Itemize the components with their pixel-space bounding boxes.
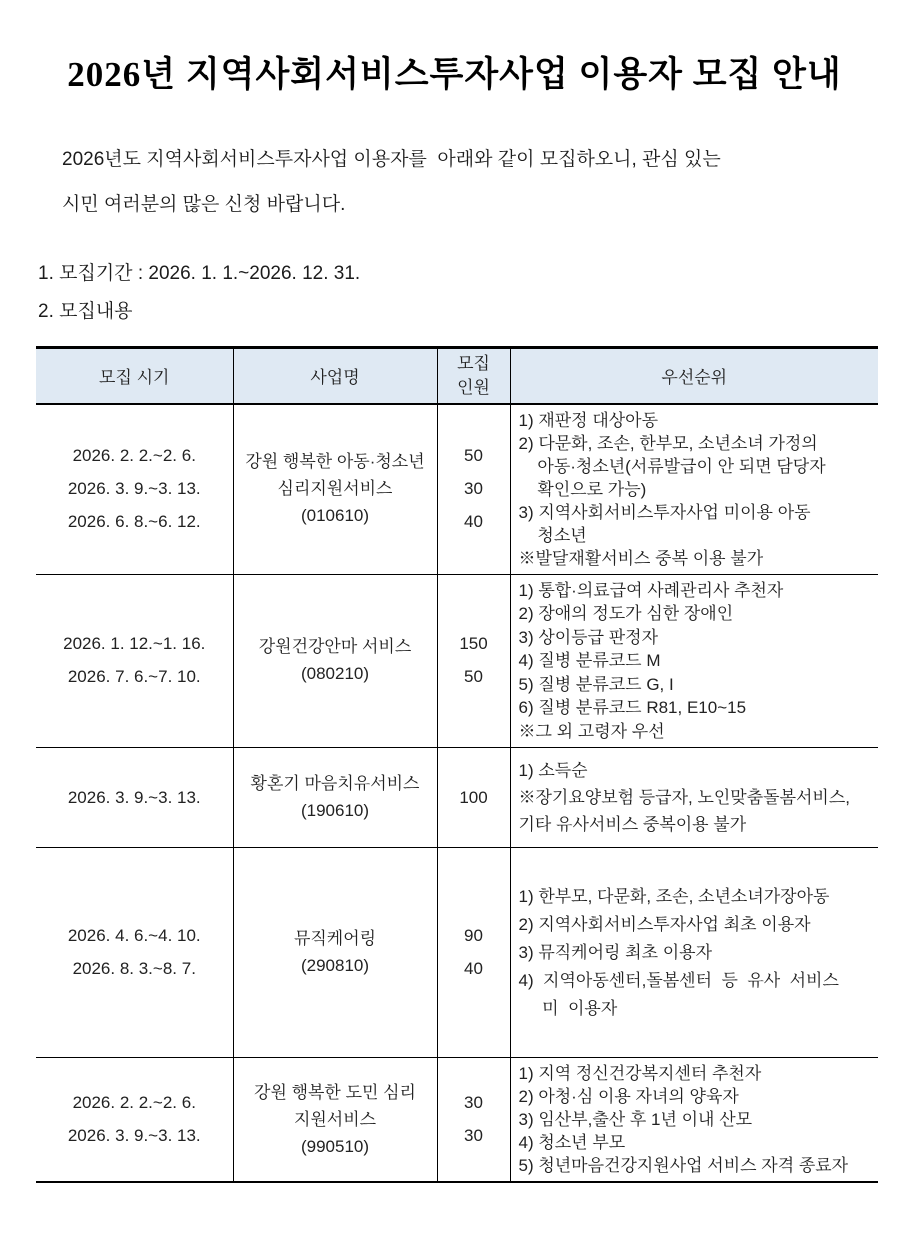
service-cell xyxy=(233,748,437,848)
col-header-capacity-line1: 모집 xyxy=(457,353,490,373)
service-name: 강원 행복한 아동·청소년 xyxy=(245,452,425,471)
priority-cell xyxy=(510,1058,878,1183)
intro-line-2: 시민 여러분의 많은 신청 바랍니다. xyxy=(62,194,346,215)
priority-line: 2) 장애의 정도가 심한 장애인 xyxy=(518,604,734,623)
table-row xyxy=(36,574,878,748)
period-cell xyxy=(36,748,233,848)
priority-line: 1) 한부모, 다문화, 조손, 소년소녀가장아동 xyxy=(518,886,830,906)
priority-line: 확인으로 가능) xyxy=(518,479,647,499)
section-list xyxy=(38,255,909,331)
period-text: 2026. 2. 2.~2. 6. xyxy=(72,446,196,465)
period-text: 2026. 4. 6.~4. 10. xyxy=(67,926,201,945)
service-code: (080210) xyxy=(300,664,370,684)
col-header-priority: 우선순위 xyxy=(510,348,878,404)
col-header-capacity-line2: 인원 xyxy=(457,377,490,397)
service-name: 강원건강안마 서비스 xyxy=(258,637,412,657)
priority-line: ※그 외 고령자 우선 xyxy=(518,721,665,741)
service-name: 뮤직케어링 xyxy=(293,929,377,948)
period-cell xyxy=(36,1058,233,1183)
service-code: (990510) xyxy=(300,1136,370,1156)
service-name: 심리지원서비스 xyxy=(277,479,393,498)
priority-cell xyxy=(510,848,878,1058)
capacity-cell xyxy=(437,574,510,748)
priority-line: 1) 통합·의료급여 사례관리사 추천자 xyxy=(518,580,784,600)
capacity-value: 30 xyxy=(464,1126,483,1145)
table-row xyxy=(36,1058,878,1183)
page-title: 2026년 지역사회서비스투자사업 이용자 모집 안내 xyxy=(67,55,842,94)
period-text: 2026. 3. 9.~3. 13. xyxy=(67,787,201,807)
priority-line: 2) 지역사회서비스투자사업 최초 이용자 xyxy=(518,914,811,934)
priority-cell xyxy=(510,748,878,848)
table-row xyxy=(36,748,878,848)
priority-line: 미 이용자 xyxy=(518,998,618,1018)
priority-line: 6) 질병 분류코드 R81, E10~15 xyxy=(518,698,747,717)
capacity-value: 150 xyxy=(459,634,488,654)
capacity-value: 30 xyxy=(464,479,483,498)
period-cell xyxy=(36,404,233,575)
service-cell xyxy=(233,574,437,748)
table-row xyxy=(36,848,878,1058)
priority-line: 4) 청소년 부모 xyxy=(518,1133,626,1152)
col-header-period: 모집 시기 xyxy=(36,348,233,404)
period-cell xyxy=(36,848,233,1058)
priority-line: 1) 재판정 대상아동 xyxy=(518,410,659,430)
service-cell xyxy=(233,1058,437,1183)
priority-line: 아동·청소년(서류발급이 안 되면 담당자 xyxy=(518,456,826,476)
intro-line-1: 2026년도 지역사회서비스투자사업 이용자를 아래와 같이 모집하오니, 관심 있는 xyxy=(62,149,721,170)
capacity-value: 50 xyxy=(464,446,483,465)
table-row xyxy=(36,404,878,575)
priority-line: 3) 임산부,출산 후 1년 이내 산모 xyxy=(518,1110,753,1129)
capacity-value: 90 xyxy=(464,926,483,945)
capacity-value: 40 xyxy=(464,512,483,531)
service-name: 황혼기 마음치유서비스 xyxy=(250,774,420,793)
priority-line: 2) 아청·심 이용 자녀의 양육자 xyxy=(518,1087,739,1106)
col-header-service: 사업명 xyxy=(233,348,437,404)
priority-cell xyxy=(510,574,878,748)
priority-line: 1) 소득순 xyxy=(518,761,588,780)
service-cell xyxy=(233,848,437,1058)
recruitment-table xyxy=(36,346,878,1183)
priority-line: ※장기요양보험 등급자, 노인맞춤돌봄서비스, xyxy=(518,788,850,807)
table-header-row xyxy=(36,348,878,404)
period-text: 2026. 1. 12.~1. 16. xyxy=(63,634,206,654)
priority-line: 3) 지역사회서비스투자사업 미이용 아동 xyxy=(518,502,811,522)
priority-line: 5) 질병 분류코드 G, I xyxy=(518,674,674,694)
intro-paragraph xyxy=(62,137,839,227)
service-cell xyxy=(233,404,437,575)
period-cell xyxy=(36,574,233,748)
service-code: (010610) xyxy=(300,506,370,525)
period-text: 2026. 2. 2.~2. 6. xyxy=(72,1093,196,1112)
service-code: (190610) xyxy=(300,801,370,820)
section-item-recruit-period: 1. 모집기간 : 2026. 1. 1.~2026. 12. 31. xyxy=(38,263,361,284)
capacity-cell xyxy=(437,748,510,848)
period-text: 2026. 3. 9.~3. 13. xyxy=(67,479,201,498)
period-text: 2026. 6. 8.~6. 12. xyxy=(67,512,201,531)
capacity-cell xyxy=(437,404,510,575)
service-name: 강원 행복한 도민 심리 xyxy=(254,1082,416,1102)
priority-line: 3) 뮤직케어링 최초 이용자 xyxy=(518,942,713,962)
capacity-value: 30 xyxy=(464,1093,483,1112)
section-item-recruit-content: 2. 모집내용 xyxy=(38,301,133,322)
capacity-cell xyxy=(437,848,510,1058)
capacity-value: 50 xyxy=(464,667,483,687)
capacity-value: 100 xyxy=(459,787,488,807)
priority-line: 4) 지역아동센터,돌봄센터 등 유사 서비스 xyxy=(518,970,839,990)
priority-line: 1) 지역 정신건강복지센터 추천자 xyxy=(518,1064,762,1083)
service-code: (290810) xyxy=(300,956,370,975)
document-page xyxy=(0,47,909,1244)
service-name: 지원서비스 xyxy=(293,1109,377,1129)
priority-line: 4) 질병 분류코드 M xyxy=(518,651,661,670)
capacity-cell xyxy=(437,1058,510,1183)
priority-line: 청소년 xyxy=(518,525,587,545)
priority-cell xyxy=(510,404,878,575)
period-text: 2026. 8. 3.~8. 7. xyxy=(72,959,196,978)
period-text: 2026. 7. 6.~7. 10. xyxy=(67,667,201,687)
priority-line: 5) 청년마음건강지원사업 서비스 자격 종료자 xyxy=(518,1156,849,1175)
period-text: 2026. 3. 9.~3. 13. xyxy=(67,1126,201,1145)
priority-line: ※발달재활서비스 중복 이용 불가 xyxy=(518,548,764,568)
priority-line: 3) 상이등급 판정자 xyxy=(518,627,659,647)
priority-line: 2) 다문화, 조손, 한부모, 소년소녀 가정의 xyxy=(518,433,818,453)
priority-line: 기타 유사서비스 중복이용 불가 xyxy=(518,815,747,834)
capacity-value: 40 xyxy=(464,959,483,978)
col-header-capacity xyxy=(437,348,510,404)
